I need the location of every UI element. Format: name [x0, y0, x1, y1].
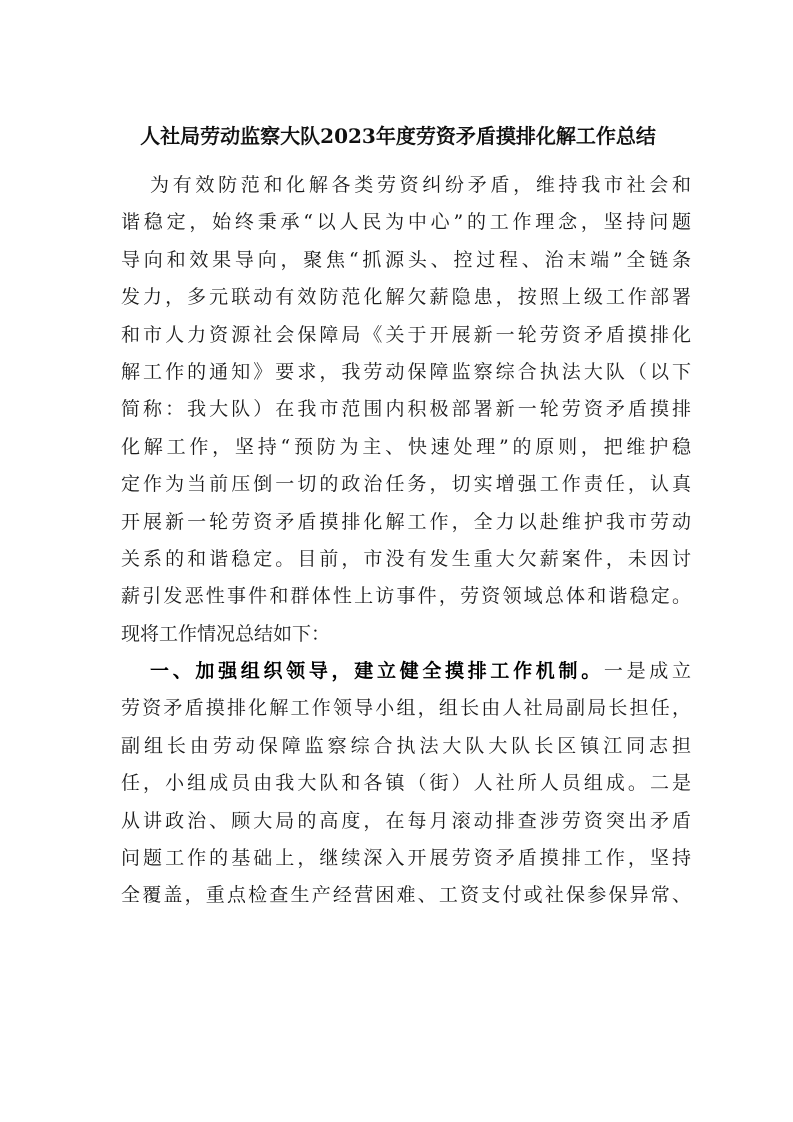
paragraph-line: 发力，多元联动有效防范化解欠薪隐患，按照上级工作部署	[121, 286, 691, 309]
paragraph-line: 副组长由劳动保障监察综合执法大队大队长区镇江同志担	[121, 734, 691, 757]
paragraph-line: 任，小组成员由我大队和各镇（街）人社所人员组成。二是	[121, 772, 691, 795]
section-heading: 一、加强组织领导，建立健全摸排工作机制。	[150, 660, 604, 683]
section-first-line-text: 一是成立	[603, 660, 691, 683]
paragraph-line: 劳资矛盾摸排化解工作领导小组，组长由人社局副局长担任，	[121, 697, 691, 720]
section-first-line	[121, 653, 691, 690]
paragraph-line: 开展新一轮劳资矛盾摸排化解工作，全力以赴维护我市劳动	[121, 510, 691, 533]
paragraph-line: 定作为当前压倒一切的政治任务，切实增强工作责任，认真	[121, 473, 691, 496]
paragraph-line: 谐稳定，始终秉承“以人民为中心”的工作理念，坚持问题	[121, 211, 691, 234]
paragraph-line: 关系的和谐稳定。目前，市没有发生重大欠薪案件，未因讨	[121, 547, 691, 570]
paragraph-line: 薪引发恶性事件和群体性上访事件，劳资领域总体和谐稳定。	[121, 585, 691, 608]
paragraph-line: 为有效防范和化解各类劳资纠纷矛盾，维持我市社会和	[150, 174, 691, 196]
paragraph-line: 简称：我大队）在我市范围内积极部署新一轮劳资矛盾摸排	[121, 398, 691, 421]
paragraph-line: 解工作的通知》要求，我劳动保障监察综合执法大队（以下	[121, 360, 691, 383]
paragraph-line: 导向和效果导向，聚焦“抓源头、控过程、治末端”全链条	[121, 248, 691, 271]
paragraph-line: 化解工作，坚持“预防为主、快速处理”的原则，把维护稳	[121, 435, 691, 458]
paragraph-line: 全覆盖，重点检查生产经营困难、工资支付或社保参保异常、	[121, 884, 691, 907]
paragraph-line: 和市人力资源社会保障局《关于开展新一轮劳资矛盾摸排化	[121, 323, 691, 346]
document-title: 人社局劳动监察大队2023年度劳资矛盾摸排化解工作总结	[140, 124, 656, 148]
paragraph-line: 问题工作的基础上，继续深入开展劳资矛盾摸排工作，坚持	[121, 847, 691, 870]
paragraph-line: 现将工作情况总结如下：	[121, 622, 331, 645]
paragraph-line: 从讲政治、顾大局的高度，在每月滚动排查涉劳资突出矛盾	[121, 809, 691, 832]
document-body	[121, 167, 691, 915]
